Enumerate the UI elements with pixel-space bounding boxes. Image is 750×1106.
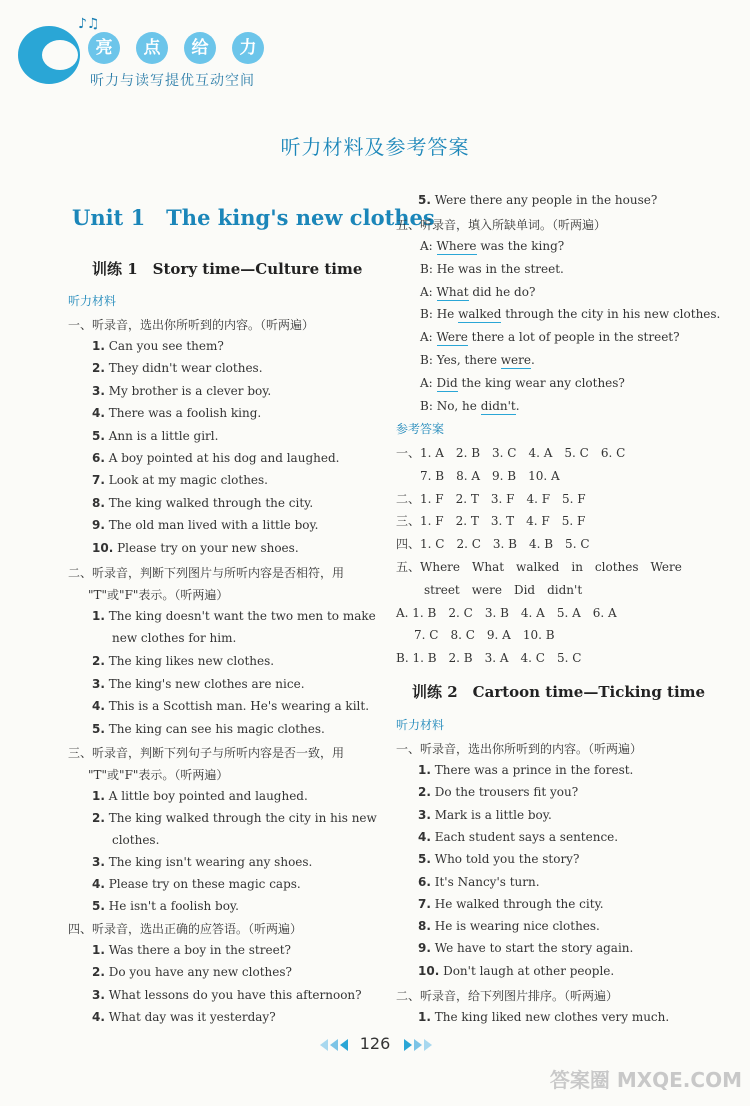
filled-blank: Did [436,375,458,390]
list-item: 9. We have to start the story again. [418,941,634,956]
lesson-1-title: 训练 1 Story time—Culture time [92,260,363,278]
logo-char-3: 给 [184,32,216,64]
dialog-line: A: Did the king wear any clothes? [420,375,625,390]
answer-line: 7. B 8. A 9. B 10. A [420,468,560,483]
list-item: 3. Mark is a little boy. [418,807,552,822]
list-item: 4. There was a foolish king. [92,406,262,421]
list-item: 4. This is a Scottish man. He's wearing a kilt. [92,699,370,713]
page-number: 126 [359,1034,391,1053]
list-item: 3. The king's new clothes are nice. [92,676,305,691]
list-item: 7. Look at my magic clothes. [92,473,268,488]
filled-blank: Where [436,239,477,253]
lesson-2-title: 训练 2 Cartoon time—Ticking time [412,683,706,701]
right-arrow-icon [414,1039,422,1051]
section-4-heading: 四、听录音，选出正确的应答语。（听两遍） [68,922,303,936]
list-item: 1. A little boy pointed and laughed. [92,789,308,803]
answer-line: 三、1. F 2. T 3. T 4. F 5. F [396,514,586,529]
list-item: 8. The king walked through the city. [92,495,314,510]
list-item: 6. It's Nancy's turn. [418,874,540,889]
list-item: 5. He isn't a foolish boy. [92,899,239,913]
listening-material-tag: 听力材料 [68,294,117,308]
list-item: 8. He is wearing nice clothes. [418,919,600,934]
list-item: 5. The king can see his magic clothes. [92,721,325,736]
listening-material-tag-2: 听力材料 [396,718,445,732]
dialog-line: B: No, he didn't. [420,398,520,413]
answer-key-tag: 参考答案 [396,422,445,436]
list-item: 5. Were there any people in the house? [418,193,658,207]
list-item-cont: new clothes for him. [112,631,237,645]
filled-blank: didn't [480,398,516,413]
music-note-icon: ♪♫ [78,16,100,32]
filled-blank: Were [436,330,468,345]
list-item: 4. What day was it yesterday? [92,1009,276,1024]
section-2-2-heading: 二、听录音，给下列图片排序。（听两遍） [396,989,619,1003]
answer-line: 7. C 8. C 9. A 10. B [414,628,555,643]
logo-headphone-shape [18,26,80,84]
list-item: 1. Was there a boy in the street? [92,943,291,957]
logo-subtitle: 听力与读写提优互动空间 [90,73,255,89]
list-item: 7. He walked through the city. [418,896,604,911]
dialog-line: B: He was in the street. [420,261,564,276]
filled-blank: What [436,284,469,299]
answer-line: 四、1. C 2. C 3. B 4. B 5. C [396,537,590,552]
section-2-1-heading: 一、听录音，选出你所听到的内容。（听两遍） [396,742,643,756]
list-item: 2. The king walked through the city in his new [92,811,377,825]
filled-blank: walked [458,307,502,322]
filled-blank: were [500,353,531,367]
answer-line: 五、Where What walked in clothes Were [396,560,682,574]
list-item: 9. The old man lived with a little boy. [92,518,319,533]
list-item: 2. The king likes new clothes. [92,654,275,668]
dialog-line: A: What did he do? [420,284,536,299]
answer-line: A. 1. B 2. C 3. B 4. A 5. A 6. A [396,605,617,620]
right-arrow-icon [424,1039,432,1051]
list-item: 2. Do the trousers fit you? [418,785,579,800]
list-item: 1. The king liked new clothes very much. [418,1010,670,1024]
list-item: 3. The king isn't wearing any shoes. [92,855,313,869]
list-item: 6. A boy pointed at his dog and laughed. [92,451,340,465]
section-3-heading-line2: "T"或"F"表示。（听两遍） [88,768,229,782]
section-2-heading-line2: "T"或"F"表示。（听两遍） [88,588,229,602]
answer-line: 二、1. F 2. T 3. F 4. F 5. F [396,491,586,506]
list-item: 3. What lessons do you have this afternoon? [92,987,362,1002]
section-3-heading-line1: 三、听录音，判断下列句子与所听内容是否一致，用 [68,746,345,760]
list-item-cont: clothes. [112,833,160,847]
section-5-heading: 五、听录音，填入所缺单词。（听两遍） [396,218,607,232]
list-item: 1. The king doesn't want the two men to make [92,609,376,623]
logo-char-4: 力 [232,32,264,64]
answer-line: street were Did didn't [424,582,583,597]
dialog-line: A: Where was the king? [420,239,565,253]
unit-title: Unit 1 The king's new clothes [72,205,435,230]
section-1-heading: 一、听录音，选出你所听到的内容。（听两遍） [68,318,315,332]
list-item: 5. Who told you the story? [418,852,580,867]
watermark: 答案圈 MXQE.COM [549,1068,742,1092]
logo-char-2: 点 [136,32,168,64]
right-arrow-icon [404,1039,412,1051]
list-item: 4. Please try on these magic caps. [92,877,301,891]
dialog-line: A: Were there a lot of people in the street? [420,330,680,345]
page-title: 听力材料及参考答案 [280,135,470,159]
list-item: 2. Do you have any new clothes? [92,965,292,980]
dialog-line: B: He walked through the city in his new clothes. [420,307,721,322]
list-item: 3. My brother is a clever boy. [92,383,272,398]
list-item: 1. Can you see them? [92,339,224,353]
logo-char-1: 亮 [88,32,120,64]
list-item: 1. There was a prince in the forest. [418,763,634,777]
answer-line: B. 1. B 2. B 3. A 4. C 5. C [396,651,582,666]
list-item: 2. They didn't wear clothes. [92,361,263,376]
list-item: 5. Ann is a little girl. [92,428,219,443]
section-2-heading-line1: 二、听录音，判断下列图片与所听内容是否相符，用 [68,566,345,580]
list-item: 4. Each student says a sentence. [418,829,619,844]
list-item: 10. Don't laugh at other people. [418,963,615,978]
answer-line: 一、1. A 2. B 3. C 4. A 5. C 6. C [396,446,626,460]
dialog-line: B: Yes, there were. [420,353,535,367]
list-item: 10. Please try on your new shoes. [92,540,299,555]
